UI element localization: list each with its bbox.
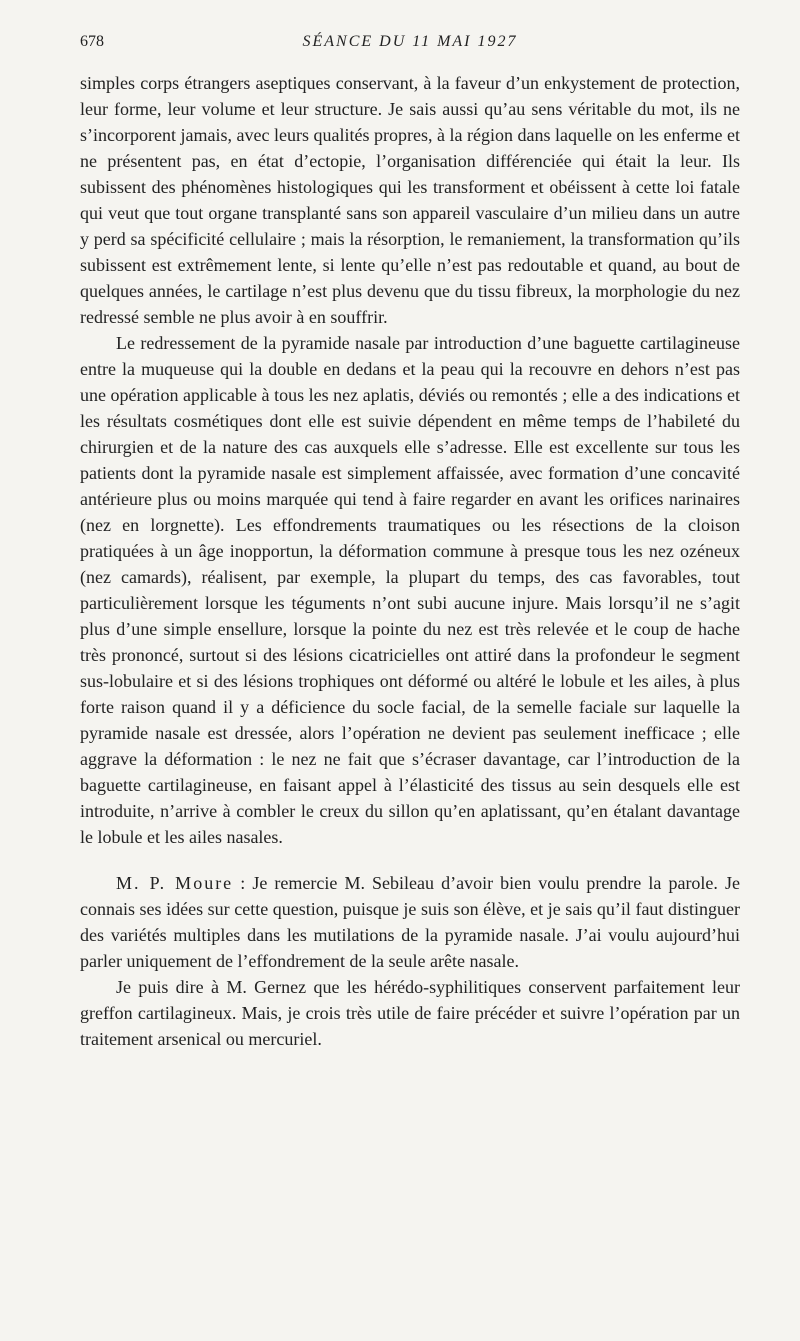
page-number: 678 <box>80 33 104 50</box>
final-paragraph: Je puis dire à M. Gernez que les hérédo-syphilitiques conservent parfaitement leur greffon cartilagineux. Mais, je crois très utile de faire précéder et suivre l’opération par un traitement arsenical ou mercuriel. <box>80 977 740 1049</box>
article-body <box>80 70 740 1052</box>
paragraph-2: Le redressement de la pyramide nasale par introduction d’une baguette cartilagineuse entre la muqueuse qui la double en dedans et la peau qui la recouvre en dehors n’est pas une opération applicable à tous les nez aplatis, déviés ou remontés ; elle a des indications et les résultats cosmétiques dont elle est suivie dépendent en même temps de l’habileté du chirurgien et de la nature des cas auxquels elle s’adresse. Elle est excellente sur tous les patients dont la pyramide nasale est simplement affaissée, avec formation d’une concavité antérieure plus ou moins marquée qui tend à faire regarder en avant les orifices narinaires (nez en lorgnette). Les effondrements traumatiques ou les résections de la cloison pratiquées à un âge inopportun, la déformation commune à presque tous les nez ozéneux (nez camards), réalisent, par exemple, la plupart du temps, des cas favorables, tout particulièrement lorsque les téguments n’ont subi aucune injure. Mais lorsqu’il ne s’agit plus d’une simple ensellure, lorsque la pointe du nez est très relevée et le coup de hache très prononcé, surtout si des lésions cicatricielles ont attiré dans la profondeur le segment sus-lobulaire et si des lésions trophiques ont déformé ou altéré le lobule et les ailes, à plus forte raison quand il y a déficience du socle facial, de la semelle faciale sur laquelle la pyramide nasale est dressée, alors l’opération ne devient pas seulement inefficace ; elle aggrave la déformation : le nez ne fait que s’écraser davantage, car l’introduction de la baguette cartilagineuse, en faisant appel à l’élasticité des tissus au sein desquels elle est introduite, n’arrive à combler le creux du sillon qu’en aplatissant, qu’en étalant davantage le lobule et les ailes nasales. <box>80 333 740 847</box>
paragraph-1: simples corps étrangers aseptiques conservant, à la faveur d’un enkystement de protection, leur forme, leur volume et leur structure. Je sais aussi qu’au sens véritable du mot, ils ne s’incorporent jamais, avec leurs qualités propres, à la région dans laquelle on les enferme et ne présentent pas, en état d’ectopie, l’organisation différenciée qui était la leur. Ils subissent des phénomènes histologiques qui les transforment et obéissent à cette loi fatale qui veut que tout organe transplanté sans son appareil vasculaire d’un milieu dans un autre y perd sa spécificité cellulaire ; mais la résorption, le remaniement, la transformation qu’ils subissent est extrêmement lente, si lente qu’elle n’est pas redoutable et quand, au bout de quelques années, le cartilage n’est plus devenu que du tissu fibreux, la morphologie du nez redressé semble ne plus avoir à en souffrir. <box>80 73 740 327</box>
moure-text: : Je remercie M. Sebileau d’avoir bien voulu prendre la parole. Je connais ses idées sur cette question, puisque je suis son élève, et je sais qu’il faut distinguer des variétés multiples dans les mutilations de la pyramide nasale. J’ai voulu aujourd’hui parler uniquement de l’effondrement de la seule arête nasale. <box>80 873 741 971</box>
moure-paragraph <box>80 870 740 974</box>
page-header <box>80 30 740 54</box>
speaker-name: M. P. Moure <box>116 873 234 893</box>
running-title: SÉANCE DU 11 MAI 1927 <box>302 33 518 50</box>
